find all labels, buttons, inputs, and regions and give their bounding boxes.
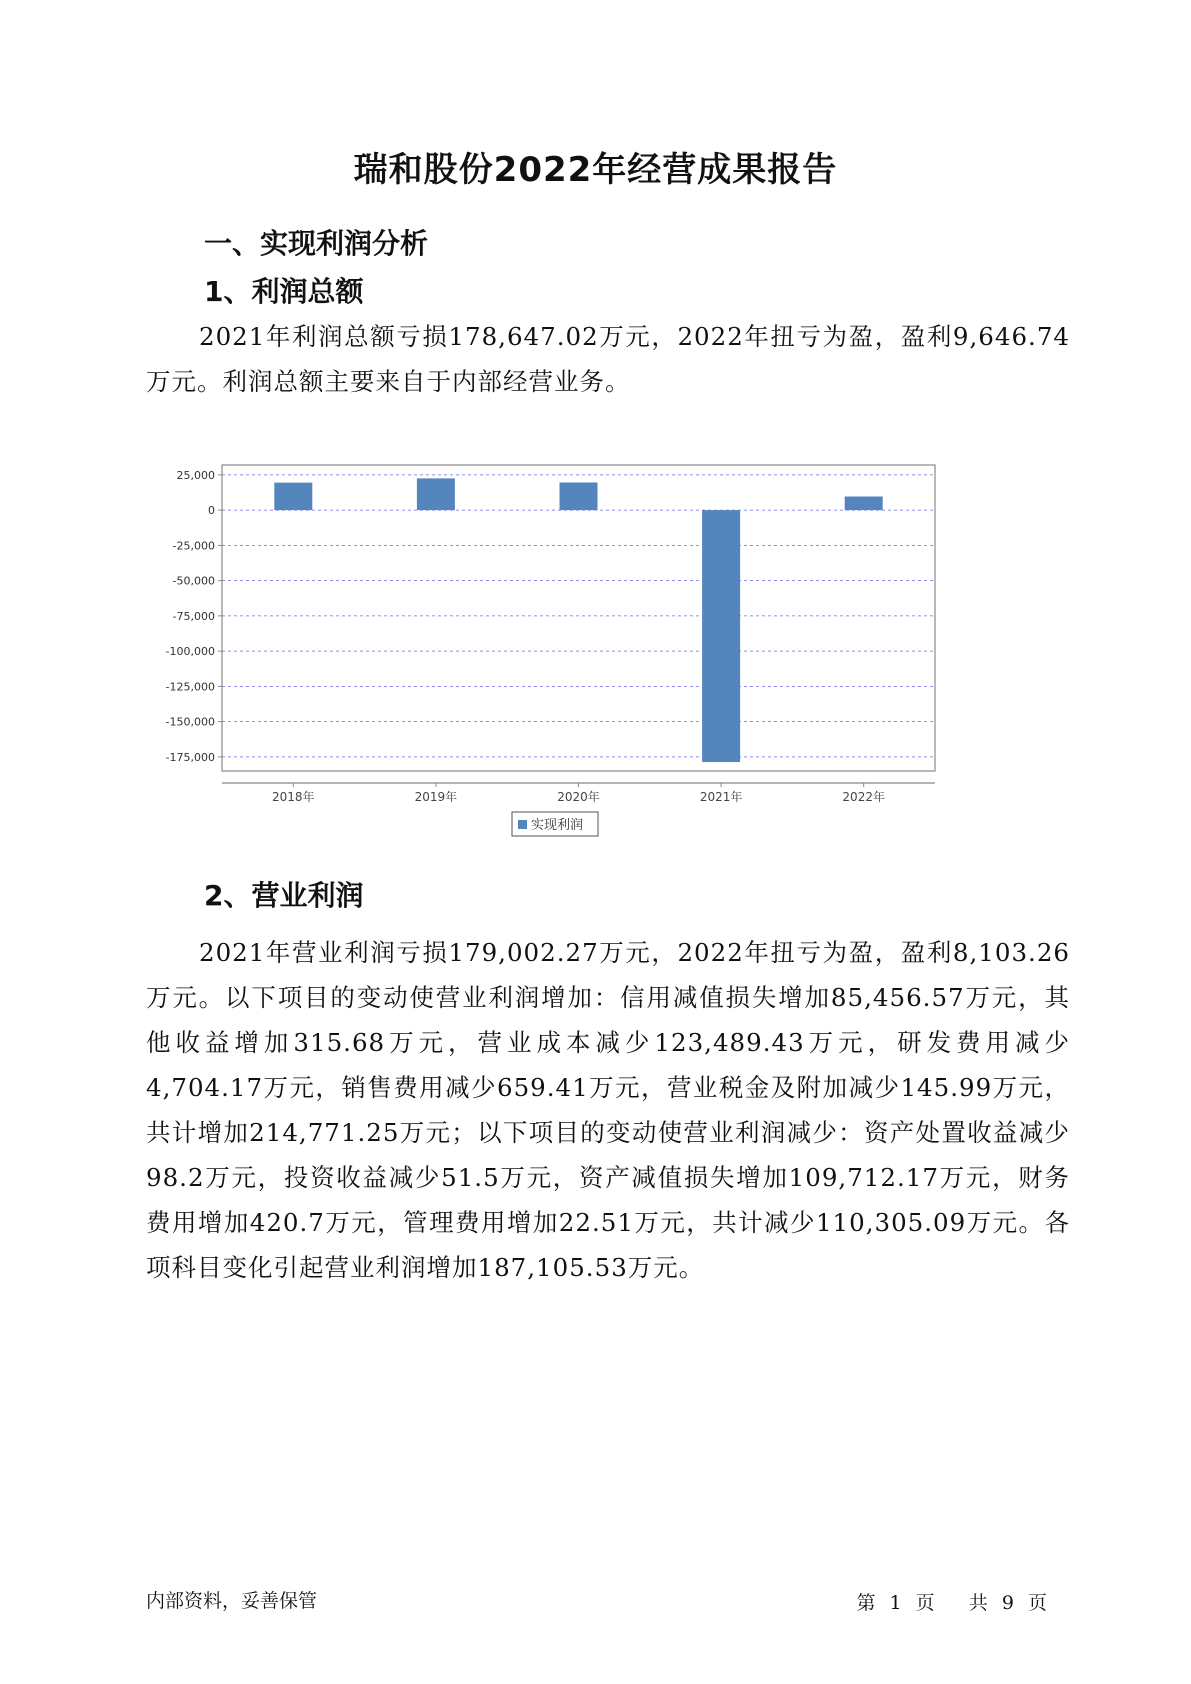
subsection-heading-operating-profit: 2、营业利润 — [204, 879, 364, 912]
x-tick-label: 2020年 — [557, 790, 600, 804]
y-tick-label: -75,000 — [172, 609, 215, 623]
subsection-heading-total-profit: 1、利润总额 — [204, 275, 364, 308]
chart-legend — [512, 812, 598, 836]
total-pages: 9 — [1001, 1592, 1014, 1614]
x-tick-label: 2019年 — [414, 790, 458, 804]
chart-grid — [222, 465, 935, 771]
section-heading-profit-analysis: 一、实现利润分析 — [204, 227, 429, 260]
bar — [845, 497, 883, 511]
y-tick-label: 0 — [208, 504, 215, 518]
page-unit: 页 — [915, 1592, 935, 1614]
y-tick-label: -100,000 — [165, 645, 215, 659]
x-tick-label: 2022年 — [842, 790, 885, 804]
y-tick-label: -175,000 — [165, 750, 215, 764]
bar — [702, 510, 740, 762]
page-prefix: 第 — [856, 1592, 876, 1614]
footer-page-info — [854, 1588, 1049, 1615]
bar — [417, 478, 455, 510]
y-tick-label: -125,000 — [165, 680, 215, 694]
operating-profit-paragraph: 2021年营业利润亏损179,002.27万元，2022年扭亏为盈，盈利8,103.26万元。以下项目的变动使营业利润增加：信用减值损失增加85,456.57万元，其他收益增加315.68万元，营业成本减少123,489.43万元，研发费用减少4,704.17万元，销售费用减少659.41万元，营业税金及附加减少145.99万元，共计增加214,771.25万元；以下项目的变动使营业利润减少：资产处置收益减少98.2万元，投资收益减少51.5万元，资产减值损失增加109,712.17万元，财务费用增加420.7万元，管理费用增加22.51万元，共计减少110,305.09万元。各项科目变化引起营业利润增加187,105.53万元。 — [146, 938, 1070, 1282]
total-profit-paragraph: 2021年利润总额亏损178,647.02万元，2022年扭亏为盈，盈利9,646.74万元。利润总额主要来自于内部经营业务。 — [146, 322, 1070, 396]
plot-area — [222, 465, 935, 771]
x-tick-label: 2018年 — [272, 790, 315, 804]
profit-chart — [160, 456, 1020, 916]
footer-confidential-note: 内部资料，妥善保管 — [146, 1590, 318, 1612]
total-unit: 页 — [1027, 1592, 1047, 1614]
bar — [560, 482, 598, 510]
x-tick-label: 2021年 — [699, 790, 743, 804]
y-tick-label: -50,000 — [172, 574, 215, 588]
y-tick-label: -150,000 — [165, 715, 215, 729]
bar — [274, 483, 312, 510]
legend-swatch — [518, 820, 527, 829]
total-prefix: 共 — [968, 1592, 988, 1614]
y-tick-label: 25,000 — [176, 468, 215, 482]
y-tick-label: -25,000 — [172, 539, 215, 553]
profit-chart-svg — [160, 456, 1020, 916]
page-number: 1 — [889, 1592, 902, 1614]
legend-label: 实现利润 — [531, 818, 584, 833]
report-title: 瑞和股份2022年经营成果报告 — [353, 150, 838, 190]
